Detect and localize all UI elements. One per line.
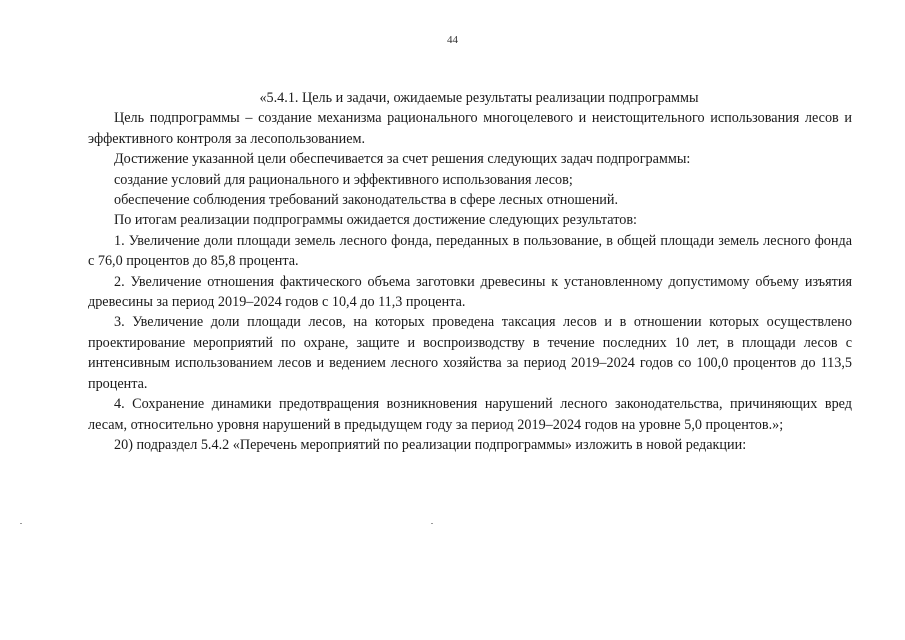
scan-speck [20, 523, 22, 524]
paragraph-result-1: 1. Увеличение доли площади земель лесного фонда, переданных в пользование, в общей площади земель лесного фонда с 76,0 процентов до 85,8 процента. [88, 232, 852, 270]
paragraph-result-2: 2. Увеличение отношения фактического объема заготовки древесины к установленному допустимому объему изъятия древесины за период 2019–2024 годов с 10,4 до 11,3 процента. [88, 273, 852, 311]
paragraph-goal: Цель подпрограммы – создание механизма рационального многоцелевого и неистощительного использования лесов и эффективного контроля за лесопользованием. [88, 110, 852, 147]
document-body [88, 88, 852, 455]
paragraph-results-intro: По итогам реализации подпрограммы ожидается достижение следующих результатов: [114, 212, 637, 229]
page-number: 44 [447, 34, 458, 46]
paragraph-tasks-intro: Достижение указанной цели обеспечивается за счет решения следующих задач подпрограммы: [114, 151, 691, 168]
paragraph-subsection-20: 20) подраздел 5.4.2 «Перечень мероприятий по реализации подпрограммы» изложить в новой редакции: [114, 436, 747, 453]
paragraph-result-3: 3. Увеличение доли площади лесов, на которых проведена таксация лесов и в отношении которых осуществлено проектирование мероприятий по охране, защите и воспроизводству в течение последних 10 лет, в площади лесов с интенсивным использованием лесов и ведением лесного хозяйства за период 2019–2024 годов со 100,0 процентов до 113,5 процента. [88, 314, 852, 392]
paragraph-task-1: создание условий для рационального и эффективного использования лесов; [114, 171, 573, 188]
section-heading: «5.4.1. Цель и задачи, ожидаемые результаты реализации подпрограммы [259, 90, 699, 106]
paragraph-task-2: обеспечение соблюдения требований законодательства в сфере лесных отношений. [114, 192, 619, 209]
scan-speck [431, 523, 433, 524]
paragraph-result-4: 4. Сохранение динамики предотвращения возникновения нарушений лесного законодательства, причиняющих вред лесам, относительно уровня нарушений в предыдущем году за период 2019–2024 годов на уровне 5,0 процентов.»; [88, 396, 852, 433]
